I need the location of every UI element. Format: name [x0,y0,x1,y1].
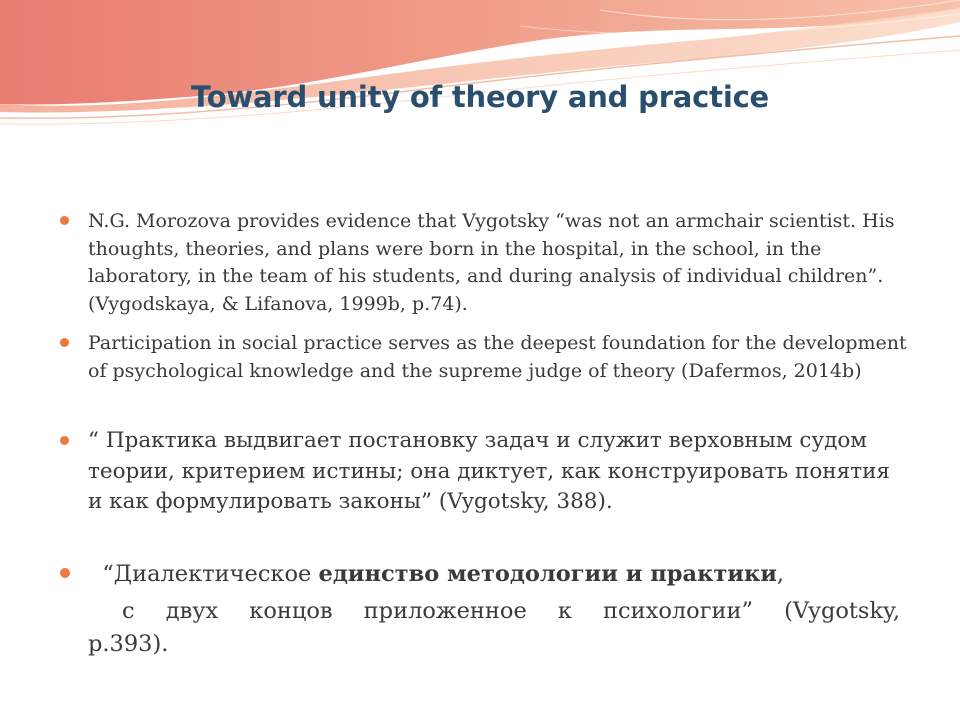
bullet-dot-icon [60,216,69,225]
bullet-dot-icon [60,436,69,445]
bullet-text-4 [88,558,900,661]
bullet-4-before: “Диалектическое [88,561,319,587]
bullet-4-line-3: p.393). [88,631,169,657]
bullet-text-2: Participation in social practice serves as the deepest foundation for the development of psychological knowledge and the supreme judge of theory (Dafermos, 2014b) [88,332,907,382]
bullet-4-line-2: с двух концов приложенное к психологии” (Vygotsky, [122,598,900,624]
bullet-dot-icon [60,338,69,347]
bullet-4-bold: единство методологии и практики [318,561,777,587]
bullet-4-line-1 [88,558,900,591]
bullet-dot-icon [60,568,70,578]
slide-title: Toward unity of theory and practice [190,80,770,114]
bullet-text-3: “ Практика выдвигает постановку задач и служит верховным судом теории, критерием истины; она диктует, как конструировать понятия и как формулировать законы” (Vygotsky, 388). [88,428,890,514]
bullet-text-1: N.G. Morozova provides evidence that Vygotsky “was not an armchair scientist. His thoughts, theories, and plans were born in the hospital, in the school, in the laboratory, in the team of his students, and during analysis of individual children”. (Vygodskaya, & Lifanova, 1999b, p.74). [88,210,895,315]
bullet-4-after: , [776,561,785,587]
